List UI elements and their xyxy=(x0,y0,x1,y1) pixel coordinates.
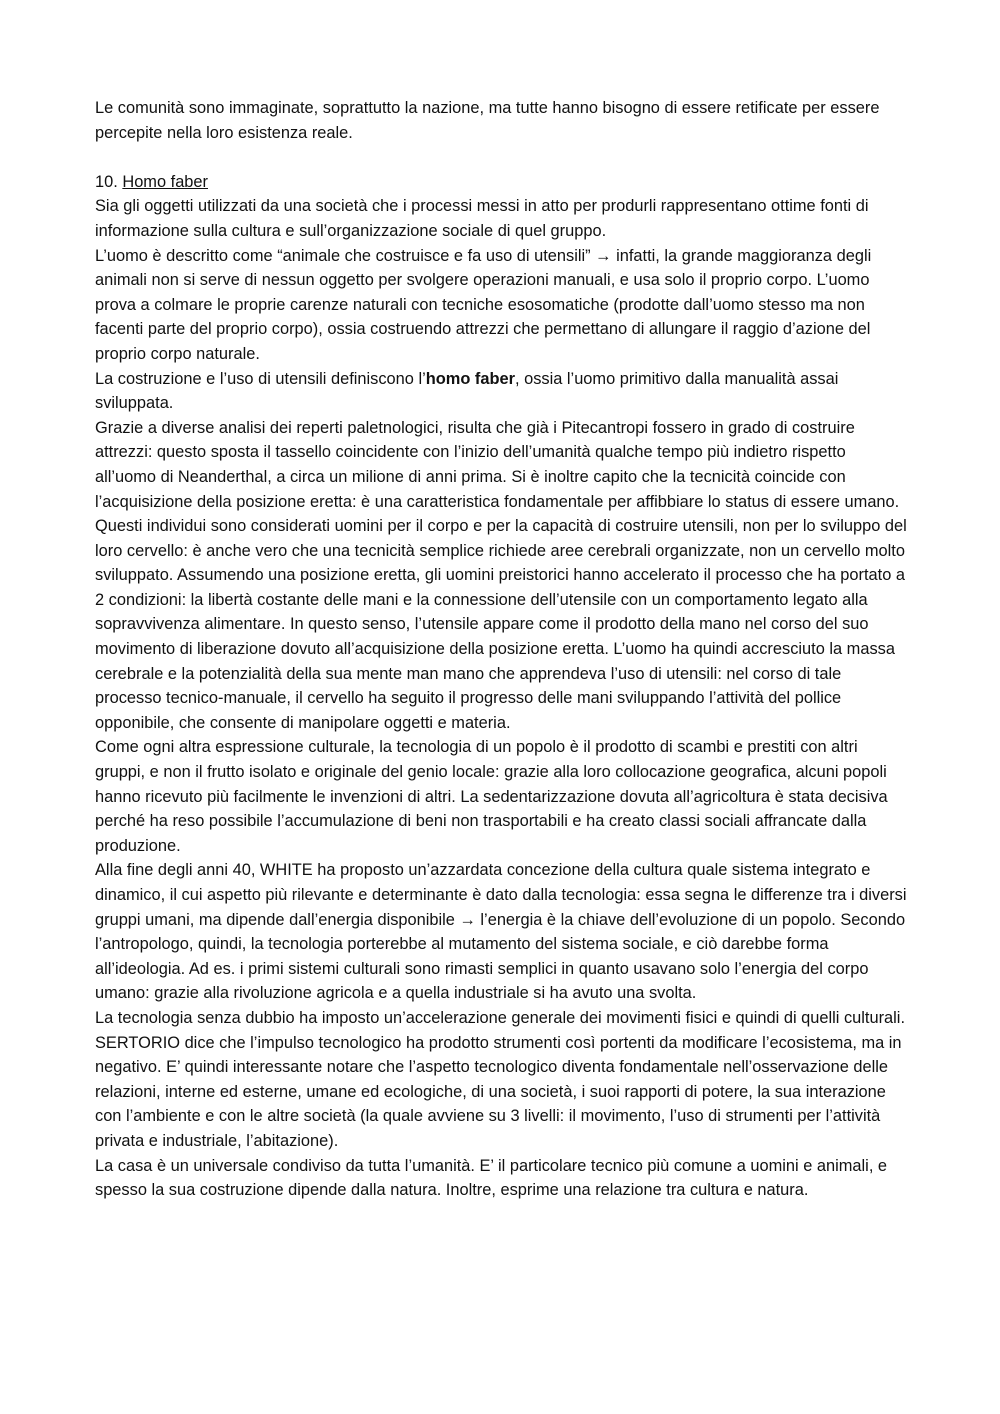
paragraph-white: Alla fine degli anni 40, WHITE ha proposto un’azzardata concezione della cultura quale sistema integrato e dinamico, il cui aspetto più rilevante e determinante è dato dalla tecnologia: essa segna le differenze tra i diversi gruppi umani, ma dipende dall’energia disponibile → l’energia è la chiave dell’evoluzione di un popolo. Secondo l’antropologo, quindi, la tecnologia porterebbe al mutamento del sistema sociale, e ciò darebbe forma all’ideologia. Ad es. i primi sistemi culturali sono rimasti semplici in quanto usavano solo l’energia del corpo umano: grazie alla rivoluzione agricola e a quella industriale si ha avuto una svolta. xyxy=(95,861,907,1003)
homo-faber-term: homo faber xyxy=(425,369,515,388)
intro-paragraph: Le comunità sono immaginate, soprattutto la nazione, ma tutte hanno bisogno di essere retificate per essere percepite nella loro esistenza reale. xyxy=(95,99,880,142)
section-number: 10. xyxy=(95,172,118,191)
document-page xyxy=(95,96,910,1203)
section-title: Homo faber xyxy=(122,172,208,191)
paragraph-cultural-exchange: Come ogni altra espressione culturale, la tecnologia di un popolo è il prodotto di scambi e prestiti con altri gruppi, e non il frutto isolato e originale del genio locale: grazie alla loro collocazione geografica, alcuni popoli hanno ricevuto più facilmente le invenzioni di altri. La sedentarizzazione dovuta all’agricoltura è stata decisiva perché ha reso possibile l’accumulazione di beni non trasportabili e ha creato classi sociali affrancate dalla produzione. xyxy=(95,738,888,855)
paragraph-paleoethnology: Grazie a diverse analisi dei reperti paletnologici, risulta che già i Pitecantropi fossero in grado di costruire attrezzi: questo sposta il tassello coincidente con l’inizio dell’umanità qualche tempo più indietro rispetto all’uomo di Neanderthal, a circa un milione di anni prima. Si è inoltre capito che la tecnicità coincide con l’acquisizione della posizione eretta: è una caratteristica fondamentale per affibbiare lo status di essere umano. Questi individui sono considerati uomini per il corpo e per la capacità di costruire utensili, non per lo sviluppo del loro cervello: è anche vero che una tecnicità semplice richiede aree cerebrali organizzate, non un cervello molto sviluppato. Assumendo una posizione eretta, gli uomini preistorici hanno accelerato il processo che ha portato a 2 condizioni: la libertà costante delle mani e la connessione dell’utensile con un comportamento legato alla sopravvivenza alimentare. In questo senso, l’utensile appare come il prodotto della mano nel corso del suo movimento di liberazione dovuto all’acquisizione della posizione eretta. L’uomo ha quindi accresciuto la massa cerebrale e la potenzialità della sua mente man mano che apprendeva l’uso di utensili: nel corso di tale processo tecnico-manuale, il cervello ha seguito il progresso delle mani sviluppando l’attività del pollice opponibile, che consente di manipolare oggetti e materia. xyxy=(95,418,907,732)
paragraph-sertorio: La tecnologia senza dubbio ha imposto un’accelerazione generale dei movimenti fisici e quindi di quelli culturali. SERTORIO dice che l’impulso tecnologico ha prodotto strumenti così portenti da modificare l’ecosistema, ma in negativo. E’ quindi interessante notare che l’aspetto tecnologico diventa fondamentale nell’osservazione delle relazioni, interne ed esterne, umane ed ecologiche, di una società, i suoi rapporti di potere, la sua interazione con l’ambiente e con le altre società (la quale avviene su 3 livelli: il movimento, l’uso di strumenti per l’attività privata e industriale, l’abitazione). xyxy=(95,1008,906,1150)
paragraph-house: La casa è un universale condiviso da tutta l’umanità. E’ il particolare tecnico più comune a uomini e animali, e spesso la sua costruzione dipende dalla natura. Inoltre, esprime una relazione tra cultura e natura. xyxy=(95,1156,888,1200)
paragraph-gap xyxy=(95,145,910,170)
homo-faber-text-after: , ossia l’uomo primitivo dalla manualità assai sviluppata. xyxy=(95,369,839,413)
paragraph-tool-maker: L’uomo è descritto come “animale che costruisce e fa uso di utensili” → infatti, la grande maggioranza degli animali non si serve di nessun oggetto per svolgere operazioni manuali, e usa solo il proprio corpo. L’uomo prova a colmare le proprie carenze naturali con tecniche esosomatiche (prodotte dall’uomo stesso ma non facenti parte del proprio corpo), ossia costruendo attrezzi che permettano di allungare il raggio d’azione del proprio corpo naturale. xyxy=(95,246,872,363)
homo-faber-text-before: La costruzione e l’uso di utensili definiscono l’ xyxy=(95,369,426,388)
section-heading xyxy=(95,170,910,195)
paragraph-homo-faber xyxy=(95,367,910,416)
paragraph-objects: Sia gli oggetti utilizzati da una società che i processi messi in atto per produrli rappresentano ottime fonti di informazione sulla cultura e sull’organizzazione sociale di quel gruppo. xyxy=(95,197,869,240)
